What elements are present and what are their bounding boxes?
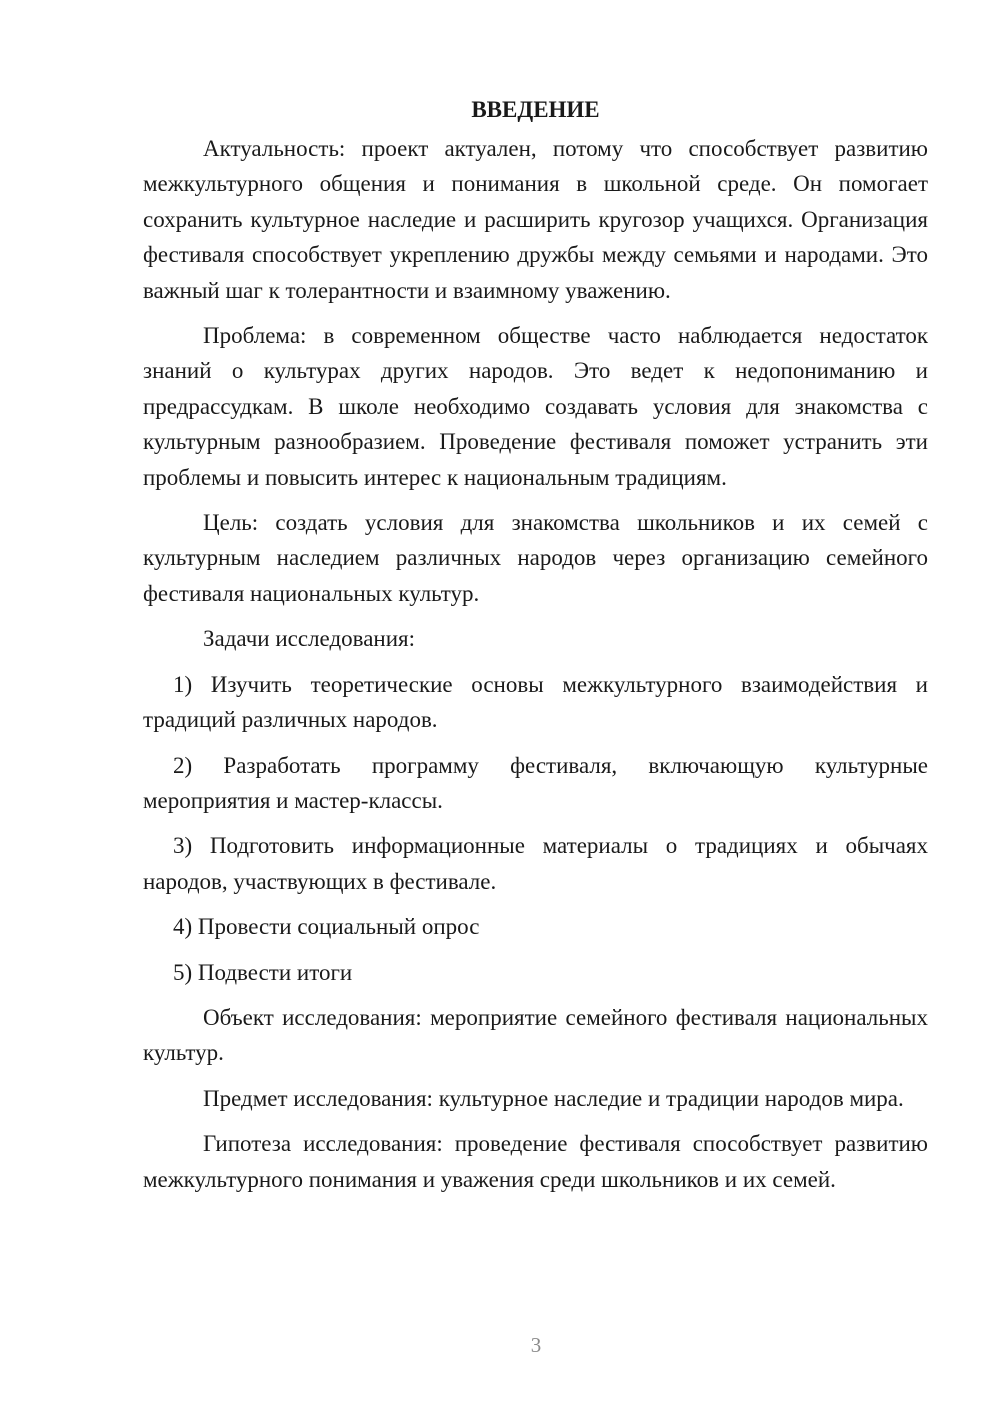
list-item-task-2: 2) Разработать программу фестиваля, включающую культурные мероприятия и мастер-классы. [143, 752, 928, 813]
paragraph-subject: Предмет исследования: культурное наследие и традиции народов мира. [203, 1085, 904, 1111]
paragraph-hypothesis: Гипотеза исследования: проведение фестиваля способствует развитию межкультурного понимания и уважения среди школьников и их семей. [143, 1131, 928, 1192]
paragraph-object: Объект исследования: мероприятие семейного фестиваля национальных культур. [143, 1004, 928, 1066]
paragraph-goal: Цель: создать условия для знакомства школьников и их семей с культурным наследием различных народов через организацию семейного фестиваля национальных культур. [143, 510, 928, 606]
list-item-task-3: 3) Подготовить информационные материалы о традициях и обычаях народов, участвующих в фестивале. [143, 833, 928, 894]
page-title: ВВЕДЕНИЕ [471, 97, 600, 122]
page-number: 3 [530, 1333, 542, 1357]
list-item-task-5: 5) Подвести итоги [173, 959, 353, 985]
tasks-heading: Задачи исследования: [203, 626, 416, 652]
list-item-task-4: 4) Провести социальный опрос [173, 914, 480, 940]
paragraph-problem: Проблема: в современном обществе часто наблюдается недостаток знаний о культурах других народов. Это ведет к недопониманию и предрассудкам. В школе необходимо создавать условия для знакомства с культурным разнообразием. Проведение фестиваля поможет устранить эти проблемы и повысить интерес к национальным традициям. [143, 323, 928, 490]
document-page [143, 92, 928, 1207]
list-item-task-1: 1) Изучить теоретические основы межкультурного взаимодействия и традиций различных народов. [143, 671, 928, 733]
paragraph-relevance: Актуальность: проект актуален, потому что способствует развитию межкультурного общения и понимания в школьной среде. Он помогает сохранить культурное наследие и расширить кругозор учащихся. Организация фестиваля способствует укреплению дружбы между семьями и народами. Это важный шаг к толерантности и взаимному уважению. [143, 136, 928, 303]
